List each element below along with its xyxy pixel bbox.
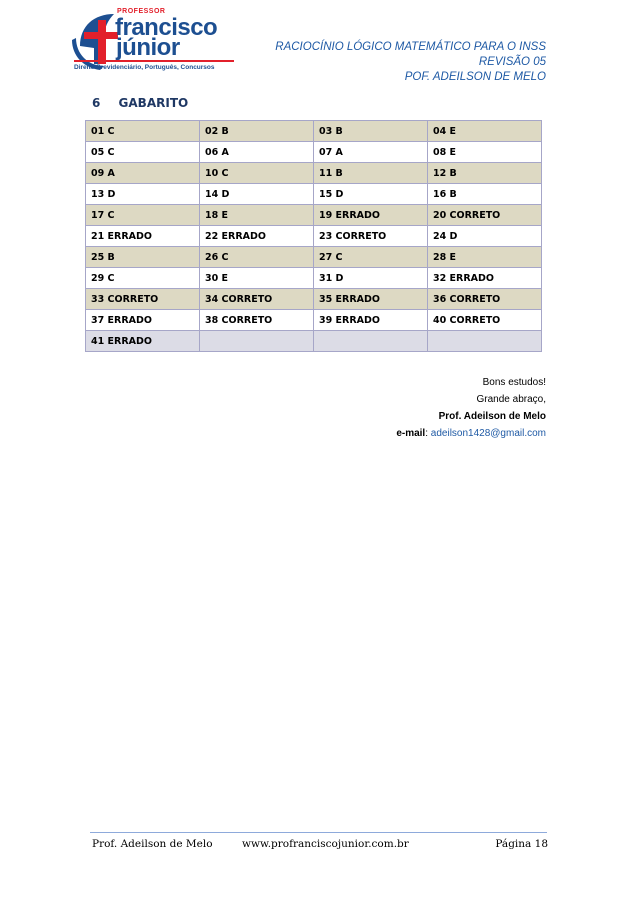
answer-cell: 41 ERRADO: [86, 331, 200, 352]
closing-farewell: Grande abraço,: [476, 394, 546, 405]
answer-cell: [314, 331, 428, 352]
answer-cell: 09 A: [86, 163, 200, 184]
answer-cell: 35 ERRADO: [314, 289, 428, 310]
answer-cell: 07 A: [314, 142, 428, 163]
answer-cell: 24 D: [428, 226, 542, 247]
page-header: [275, 40, 546, 85]
answer-cell: 27 C: [314, 247, 428, 268]
closing-greeting: Bons estudos!: [482, 377, 546, 388]
answer-cell: 37 ERRADO: [86, 310, 200, 331]
header-revision: REVISÃO 05: [478, 56, 546, 68]
answer-cell: 38 CORRETO: [200, 310, 314, 331]
logo-name-top: francisco: [115, 14, 218, 41]
answer-cell: 29 C: [86, 268, 200, 289]
answer-cell: 05 C: [86, 142, 200, 163]
section-number: 6: [92, 96, 101, 110]
email-line: [396, 425, 546, 442]
answer-cell: 04 E: [428, 121, 542, 142]
answer-cell: 16 B: [428, 184, 542, 205]
answer-cell: 06 A: [200, 142, 314, 163]
answer-cell: 34 CORRETO: [200, 289, 314, 310]
answer-cell: 28 E: [428, 247, 542, 268]
answer-cell: 25 B: [86, 247, 200, 268]
closing-block: [396, 374, 546, 442]
answer-cell: 03 B: [314, 121, 428, 142]
answer-cell: 39 ERRADO: [314, 310, 428, 331]
answer-cell: 31 D: [314, 268, 428, 289]
logo-tagline: Direito Previdenciário, Português, Concursos: [74, 64, 215, 71]
footer-page-number: Página 18: [495, 838, 548, 850]
answer-cell: 17 C: [86, 205, 200, 226]
answer-cell: 40 CORRETO: [428, 310, 542, 331]
table-row: [86, 289, 542, 310]
section-title: [92, 96, 188, 110]
answer-cell: 14 D: [200, 184, 314, 205]
email-separator: :: [425, 428, 431, 439]
table-row: [86, 226, 542, 247]
logo-professor-text: PROFESSOR: [117, 8, 166, 15]
answer-cell: 26 C: [200, 247, 314, 268]
answer-cell: 33 CORRETO: [86, 289, 200, 310]
table-row: [86, 268, 542, 289]
table-row: [86, 331, 542, 352]
answer-cell: 19 ERRADO: [314, 205, 428, 226]
answer-cell: 02 B: [200, 121, 314, 142]
answer-key-body: [86, 121, 542, 352]
answer-key-table: [85, 120, 542, 352]
email-link[interactable]: adeilson1428@gmail.com: [430, 428, 546, 439]
answer-cell: 30 E: [200, 268, 314, 289]
footer-website[interactable]: www.profranciscojunior.com.br: [242, 838, 409, 850]
table-row: [86, 142, 542, 163]
footer-author: Prof. Adeilson de Melo: [92, 838, 213, 850]
table-row: [86, 163, 542, 184]
footer-divider: [90, 832, 547, 833]
answer-cell: [428, 331, 542, 352]
logo-name-bottom: júnior: [116, 34, 180, 61]
answer-cell: 11 B: [314, 163, 428, 184]
answer-cell: 32 ERRADO: [428, 268, 542, 289]
answer-cell: 13 D: [86, 184, 200, 205]
answer-cell: 22 ERRADO: [200, 226, 314, 247]
answer-cell: 36 CORRETO: [428, 289, 542, 310]
answer-cell: 12 B: [428, 163, 542, 184]
signature: Prof. Adeilson de Melo: [438, 411, 546, 422]
table-row: [86, 205, 542, 226]
header-course-title: RACIOCÍNIO LÓGICO MATEMÁTICO PARA O INSS: [275, 41, 546, 53]
table-row: [86, 310, 542, 331]
answer-cell: 21 ERRADO: [86, 226, 200, 247]
answer-cell: 08 E: [428, 142, 542, 163]
answer-cell: 01 C: [86, 121, 200, 142]
header-teacher: POF. ADEILSON DE MELO: [404, 71, 546, 83]
table-row: [86, 184, 542, 205]
answer-cell: 18 E: [200, 205, 314, 226]
answer-cell: [200, 331, 314, 352]
table-row: [86, 247, 542, 268]
table-row: [86, 121, 542, 142]
answer-cell: 20 CORRETO: [428, 205, 542, 226]
answer-cell: 23 CORRETO: [314, 226, 428, 247]
section-label: GABARITO: [118, 96, 189, 110]
answer-cell: 15 D: [314, 184, 428, 205]
email-label: e-mail: [396, 428, 426, 439]
answer-cell: 10 C: [200, 163, 314, 184]
